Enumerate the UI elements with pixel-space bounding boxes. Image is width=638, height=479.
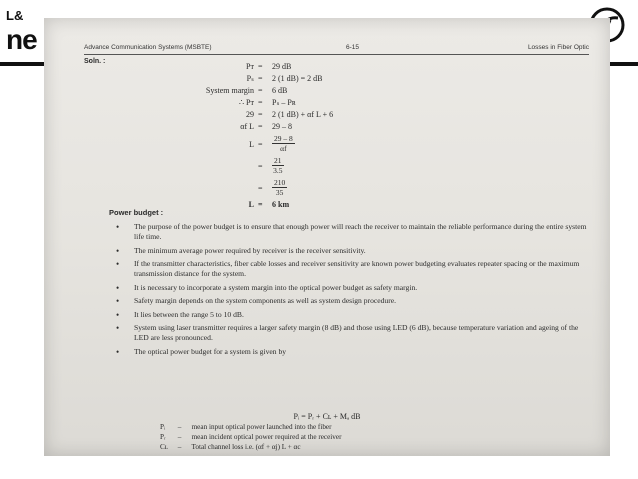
bullet-icon: •	[116, 259, 120, 269]
fraction-numerator: 210	[274, 178, 286, 187]
equation-lhs: 29	[246, 110, 254, 119]
definition-text: mean input optical power launched into the fiber	[191, 423, 332, 431]
list-item	[114, 222, 592, 242]
fraction-numerator: 29 – 8	[274, 134, 293, 143]
list-item-text: It is necessary to incorporate a system margin into the optical power budget as safety margin.	[134, 282, 418, 292]
bullet-icon: •	[116, 309, 120, 320]
equation-op: =	[258, 110, 263, 119]
list-item	[114, 310, 592, 320]
fraction	[272, 178, 287, 197]
definition-text: mean incident optical power required at the receiver	[191, 433, 342, 441]
definition-dash: –	[177, 443, 182, 451]
result-rhs: 6 km	[272, 200, 290, 209]
fraction-op: =	[258, 184, 263, 193]
equation-lhs: System margin	[205, 86, 254, 95]
fraction-row	[44, 184, 610, 195]
fraction	[272, 134, 295, 153]
fraction-denominator: 3.5	[273, 166, 283, 175]
bullet-icon: •	[116, 296, 120, 306]
section-heading: Power budget :	[109, 208, 164, 217]
list-item-text: It lies between the range 5 to 10 dB.	[134, 309, 244, 319]
equation-op: =	[258, 86, 263, 95]
definition-symbol: Cʟ	[160, 443, 168, 451]
definition-symbol: Pᵢ	[160, 423, 166, 431]
fraction-lhs: L	[249, 140, 254, 149]
definition-symbol: Pᵣ	[160, 433, 166, 441]
equation-row	[44, 110, 610, 121]
fraction-row	[44, 162, 610, 173]
brand-logo	[6, 4, 46, 64]
bullet-icon: •	[116, 222, 120, 232]
solution-label: Soln. :	[84, 58, 106, 65]
logo-top-text: L&	[6, 8, 24, 23]
header-page-number: 6-15	[346, 44, 360, 51]
bullet-icon: •	[116, 346, 120, 357]
fraction-numerator: 21	[274, 156, 282, 165]
list-item	[114, 283, 592, 293]
list-item	[114, 323, 592, 343]
bullet-icon: •	[116, 282, 120, 293]
list-item-text: The purpose of the power budget is to ensure that enough power will reach the receiver to maintain the reliable performance during the entire system life time.	[134, 222, 587, 241]
bullet-list	[114, 222, 592, 360]
fraction-row	[44, 140, 610, 151]
result-op: =	[258, 200, 263, 209]
equation-row	[44, 122, 610, 133]
list-item	[114, 347, 592, 357]
result-lhs: L	[248, 200, 254, 209]
list-item-text: Safety margin depends on the system components as well as system design procedure.	[134, 296, 396, 305]
page-header	[84, 44, 589, 55]
equation-lhs: ∴ Pᴛ	[238, 98, 254, 107]
fraction-op: =	[258, 140, 263, 149]
equation-row	[44, 86, 610, 97]
list-item	[114, 246, 592, 256]
bullet-icon: •	[116, 245, 120, 256]
header-chapter: Losses in Fiber Optic	[527, 44, 589, 51]
equation-rhs: 29 – 8	[272, 122, 292, 131]
equation-row	[44, 98, 610, 109]
list-item-text: The minimum average power required by receiver is the receiver sensitivity.	[134, 245, 366, 255]
fraction-denominator: 35	[275, 188, 284, 197]
equation-row	[44, 62, 610, 73]
equation-op: =	[258, 122, 263, 131]
equation-lhs: Pᴛ	[246, 62, 254, 71]
equation-rhs: 29 dB	[272, 62, 292, 71]
equation-rhs: 6 dB	[272, 86, 288, 95]
scanned-page	[44, 18, 610, 456]
list-item	[114, 296, 592, 306]
header-book-title: Advance Communication Systems (MSBTE)	[84, 44, 212, 51]
equation-lhs: αf L	[240, 122, 254, 131]
fraction-denominator: αf	[280, 144, 287, 153]
list-item-text: System using laser transmitter requires a larger safety margin (8 dB) and those using LED (6 dB), because temperature variation and ageing of the LED are less pronounced.	[134, 323, 579, 342]
power-budget-equation: Pᵢ = Pᵣ + Cʟ + Mₐ dB	[293, 412, 361, 421]
definition-row	[160, 423, 341, 433]
equation-row	[44, 74, 610, 85]
list-item	[114, 259, 592, 279]
list-item-text: If the transmitter characteristics, fiber cable losses and receiver sensitivity are known power budgeting evaluates repeater spacing or the maximum transmission distance for the system.	[134, 259, 580, 278]
equation-lhs: Pₛ	[246, 74, 254, 83]
equation-rhs: 2 (1 dB) = 2 dB	[272, 74, 323, 83]
fraction-op: =	[258, 162, 263, 171]
equation-rhs: 2 (1 dB) + αf L + 6	[272, 110, 334, 119]
definition-row	[160, 443, 341, 453]
definition-row	[160, 433, 341, 443]
equation-op: =	[258, 62, 263, 71]
bullet-icon: •	[116, 323, 120, 333]
definition-text: Total channel loss i.e. (αf + αj) L + αc	[191, 443, 301, 451]
definition-list	[160, 423, 341, 453]
equation-op: =	[258, 98, 263, 107]
equation-op: =	[258, 74, 263, 83]
equation-rhs: Pₛ – Pʀ	[272, 98, 296, 107]
definition-dash: –	[177, 433, 182, 441]
definition-dash: –	[177, 423, 182, 431]
fraction	[272, 156, 284, 175]
logo-bottom-text: ne	[6, 24, 37, 55]
list-item-text: The optical power budget for a system is given by	[134, 346, 287, 356]
